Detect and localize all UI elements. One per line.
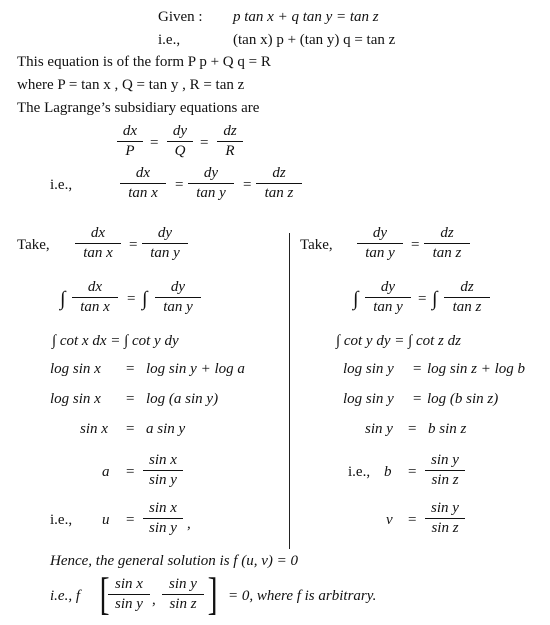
frac-den: sin y: [115, 596, 143, 612]
conclusion-frac-2: [162, 577, 204, 612]
frac-den: sin z: [431, 520, 459, 536]
where-statement: where P = tan x , Q = tan y , R = tan z: [17, 77, 245, 93]
right-int-frac-1: [365, 280, 411, 315]
frac-den: Q: [174, 143, 186, 159]
ie-label-2: i.e.,: [50, 177, 73, 193]
equals-sign: =: [413, 361, 422, 377]
left-a-lhs: a: [102, 464, 110, 480]
form-statement: This equation is of the form P p + Q q = R: [17, 54, 271, 70]
right-b-ie-label: i.e.,: [348, 464, 371, 480]
right-int-frac-2: [444, 280, 490, 315]
equals-sign: =: [408, 464, 417, 480]
left-take-label: Take,: [17, 237, 50, 253]
frac-den: tan y: [196, 185, 226, 201]
left-int-frac-2: [155, 280, 201, 315]
frac-num: sin y: [162, 577, 204, 595]
column-divider: [289, 233, 290, 549]
equals-sign: =: [418, 291, 427, 307]
integral-sign: ∫: [353, 288, 359, 310]
equals-sign: =: [175, 177, 184, 193]
right-log1-lhs: log sin y: [343, 361, 394, 377]
right-log1-rhs: log sin z + log b: [427, 361, 526, 377]
frac-den: tan y: [373, 299, 403, 315]
right-b-frac: [425, 453, 465, 488]
frac-num: dx: [117, 124, 143, 142]
conclusion-ie-label: i.e., f: [50, 588, 80, 604]
equals-sign: =: [200, 135, 209, 151]
frac-dx-P: [117, 124, 143, 159]
frac-num: sin y: [425, 453, 465, 471]
left-cot-line: ∫ cot x dx = ∫ cot y dy: [52, 333, 179, 349]
left-u-lhs: u: [102, 512, 110, 528]
frac-den: tan x: [83, 245, 113, 261]
left-take-frac-1: [75, 226, 121, 261]
frac-den: sin y: [149, 520, 177, 536]
frac-den: tan y: [163, 299, 193, 315]
frac-num: dy: [167, 124, 193, 142]
frac-dy-tany: [188, 166, 234, 201]
conclusion-frac-1: [108, 577, 150, 612]
right-take-frac-1: [357, 226, 403, 261]
left-log1-lhs: log sin x: [50, 361, 101, 377]
frac-dy-Q: [167, 124, 193, 159]
equals-sign: =: [408, 421, 417, 437]
left-log2-rhs: log (a sin y): [146, 391, 219, 407]
right-log2-rhs: log (b sin z): [427, 391, 499, 407]
frac-num: dz: [217, 124, 243, 142]
integral-sign: ∫: [60, 288, 66, 310]
equals-sign: =: [150, 135, 159, 151]
frac-den: R: [225, 143, 235, 159]
conclusion-line: Hence, the general solution is f (u, v) = 0: [50, 553, 298, 569]
frac-den: P: [125, 143, 135, 159]
right-take-label: Take,: [300, 237, 333, 253]
frac-num: dz: [256, 166, 302, 184]
left-sin-lhs: sin x: [80, 421, 108, 437]
integral-sign: ∫: [432, 288, 438, 310]
frac-num: dx: [120, 166, 166, 184]
frac-dz-R: [217, 124, 243, 159]
frac-den: tan z: [432, 245, 462, 261]
frac-den: tan z: [264, 185, 294, 201]
right-v-frac: [425, 501, 465, 536]
equals-sign: =: [127, 291, 136, 307]
frac-dz-tanz: [256, 166, 302, 201]
frac-num: dy: [365, 280, 411, 298]
conclusion-tail: = 0, where f is arbitrary.: [228, 588, 377, 604]
ie-equation-1: (tan x) p + (tan y) q = tan z: [233, 32, 396, 48]
frac-num: dx: [75, 226, 121, 244]
frac-num: dy: [142, 226, 188, 244]
frac-num: dy: [188, 166, 234, 184]
equals-sign: =: [411, 237, 420, 253]
frac-den: tan z: [452, 299, 482, 315]
frac-num: sin y: [425, 501, 465, 519]
integral-sign: ∫: [142, 288, 148, 310]
frac-num: dz: [424, 226, 470, 244]
right-v-lhs: v: [386, 512, 393, 528]
right-bracket: ]: [207, 568, 218, 619]
left-take-frac-2: [142, 226, 188, 261]
lagrange-statement: The Lagrange’s subsidiary equations are: [17, 100, 260, 116]
left-bracket: [: [99, 568, 110, 619]
ie-label-1: i.e.,: [158, 32, 181, 48]
frac-den: tan y: [150, 245, 180, 261]
left-u-frac: [143, 501, 183, 536]
equals-sign: =: [243, 177, 252, 193]
frac-num: dx: [72, 280, 118, 298]
left-u-comma: ,: [187, 516, 191, 532]
frac-num: dy: [155, 280, 201, 298]
frac-num: sin x: [143, 453, 183, 471]
left-sin-rhs: a sin y: [146, 421, 186, 437]
frac-num: dy: [357, 226, 403, 244]
equals-sign: =: [413, 391, 422, 407]
left-log1-rhs: log sin y + log a: [146, 361, 245, 377]
equals-sign: =: [408, 512, 417, 528]
frac-num: sin x: [143, 501, 183, 519]
frac-den: tan x: [128, 185, 158, 201]
frac-den: sin z: [431, 472, 459, 488]
right-cot-line: ∫ cot y dy = ∫ cot z dz: [336, 333, 461, 349]
right-sin-rhs: b sin z: [428, 421, 467, 437]
right-sin-lhs: sin y: [365, 421, 393, 437]
right-log2-lhs: log sin y: [343, 391, 394, 407]
left-int-frac-1: [72, 280, 118, 315]
frac-den: sin z: [169, 596, 197, 612]
equals-sign: =: [126, 512, 135, 528]
frac-num: dz: [444, 280, 490, 298]
left-u-ie-label: i.e.,: [50, 512, 73, 528]
right-b-lhs: b: [384, 464, 392, 480]
left-a-frac: [143, 453, 183, 488]
equals-sign: =: [129, 237, 138, 253]
given-equation: p tan x + q tan y = tan z: [233, 9, 379, 25]
right-take-frac-2: [424, 226, 470, 261]
frac-den: sin y: [149, 472, 177, 488]
frac-den: tan x: [80, 299, 110, 315]
frac-dx-tanx: [120, 166, 166, 201]
conclusion-comma: ,: [152, 592, 156, 608]
frac-num: sin x: [108, 577, 150, 595]
equals-sign: =: [126, 391, 135, 407]
frac-den: tan y: [365, 245, 395, 261]
equals-sign: =: [126, 464, 135, 480]
left-log2-lhs: log sin x: [50, 391, 101, 407]
given-label: Given :: [158, 9, 203, 25]
equals-sign: =: [126, 421, 135, 437]
equals-sign: =: [126, 361, 135, 377]
